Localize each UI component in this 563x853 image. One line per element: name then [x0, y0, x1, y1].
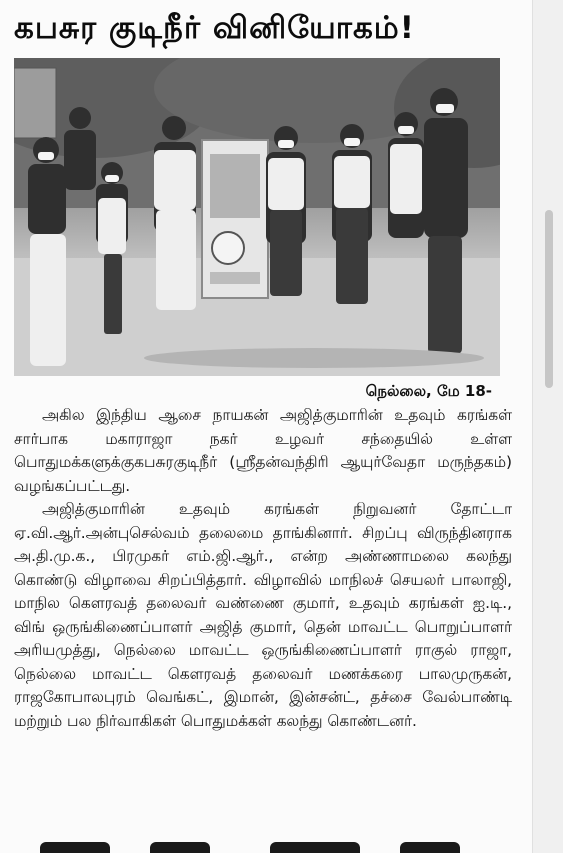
scrollbar-thumb[interactable]: [545, 210, 553, 388]
article-photo: [14, 58, 500, 376]
article-paragraph: அஜித்குமாரின் உதவும் கரங்கள் நிறுவனர் தோட்டா ஏ.வி.ஆர்.அன்புசெல்வம் தலைமை தாங்கினார். சிறப்பு விருந்தினராக அ.தி.மு.க., பிரமுகர் எம்.ஜி.ஆர்., என்ற அண்ணாமலை கலந்து கொண்டு விழாவை சிறப்பித்தார். விழாவில் மாநிலச் செயலர் பாலாஜி, மாநில கௌரவத் தலைவர் வண்ணை குமார், உதவும் கரங்கள் ஐ.டி., விங் ஒருங்கிணைப்பாளர் அஜித் குமார், தென் மாவட்ட பொறுப்பாளர் அரியமுத்து, நெல்லை மாவட்ட ஒருங்கிணைப்பாளர் ராகுல் ராஜா, நெல்லை மாவட்ட கௌரவத் தலைவர் மணக்கரை பாலமுருகன், ராஜகோபாலபுரம் வெங்கட், இமான், இன்சன்ட், தச்சை வேல்பாண்டி மற்றும் பல நிர்வாகிகள் பொதுமக்கள் கலந்து கொண்டனர்.: [14, 500, 512, 730]
article-paragraph: அகில இந்திய ஆசை நாயகன் அஜித்குமாரின் உதவும் கரங்கள் சார்பாக மகாராஜா நகர் உழவர் சந்தையில் உள்ள பொதுமக்களுக்குகபசுரகுடிநீர் (ஸ்ரீதன்வந்திரி ஆயுர்வேதா மருந்தகம்) வழங்கப்பட்டது.: [14, 406, 512, 495]
scrollbar-track[interactable]: [532, 0, 563, 853]
article-dateline: நெல்லை, மே 18-: [365, 382, 492, 400]
article-body: [14, 404, 512, 733]
next-headline-cropped: [0, 836, 532, 853]
group-photo-illustration: [14, 58, 500, 376]
article-headline: கபசுர குடிநீர் வினியோகம்!: [14, 10, 415, 46]
